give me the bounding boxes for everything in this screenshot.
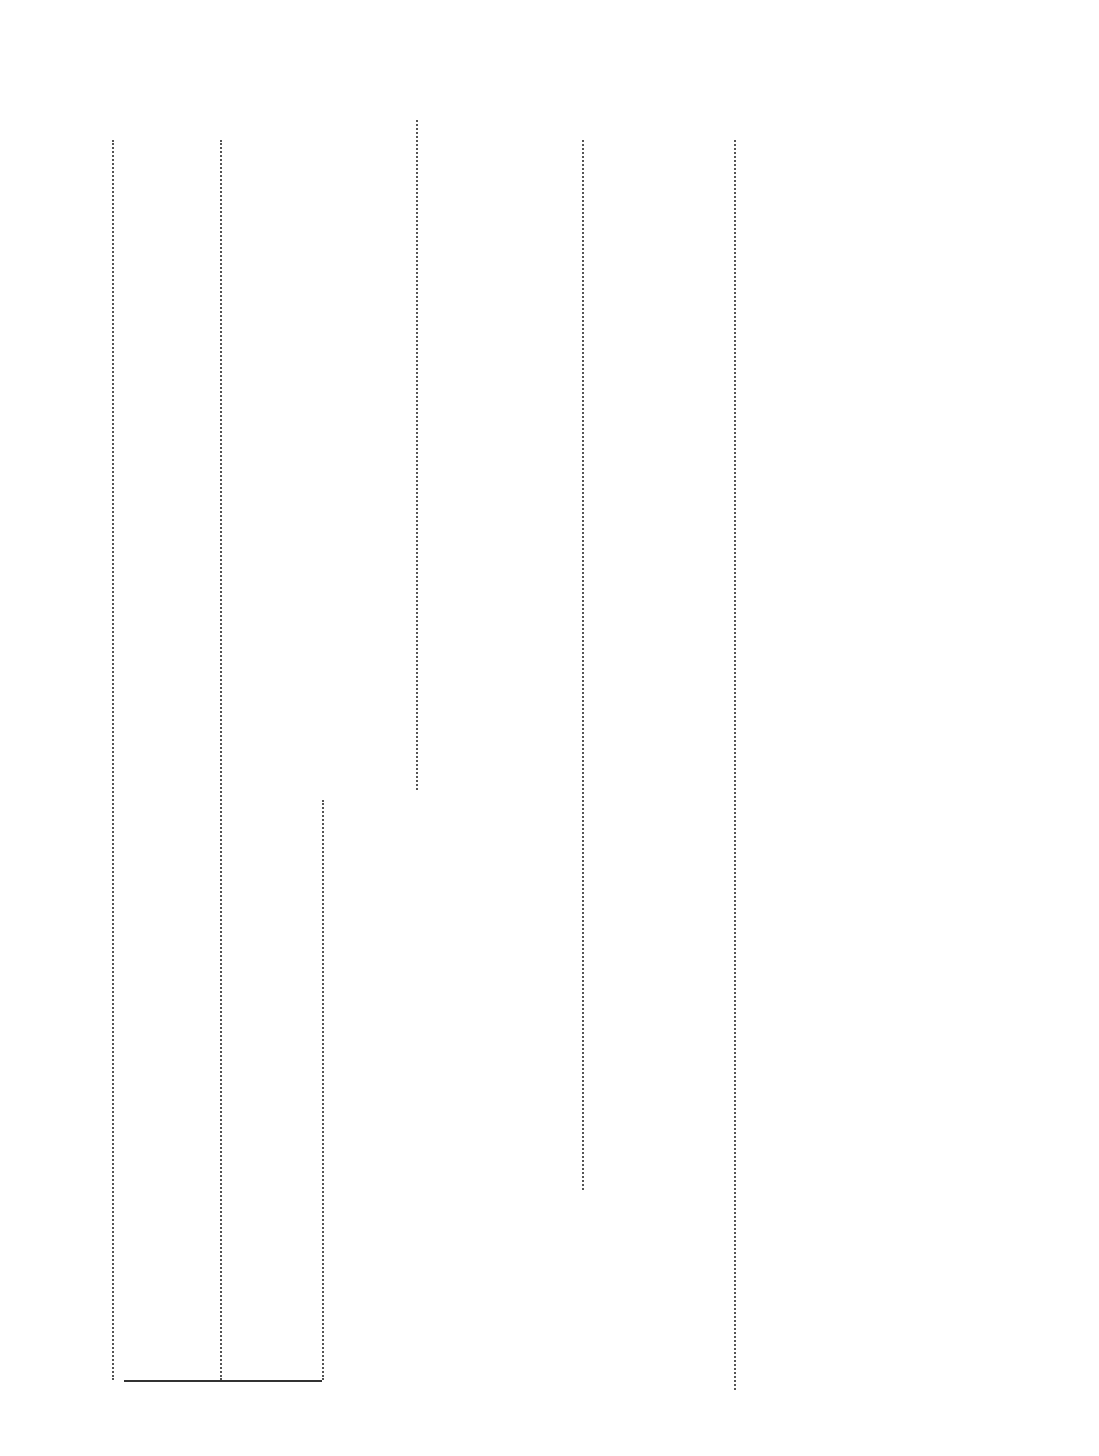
- column-rule: [582, 140, 584, 1190]
- column-rule: [220, 140, 222, 1380]
- bottom-rule: [124, 1380, 322, 1382]
- column-rule: [416, 120, 418, 790]
- column-rule: [322, 800, 324, 1380]
- column-rule: [112, 140, 114, 1380]
- column-rule: [734, 140, 736, 1390]
